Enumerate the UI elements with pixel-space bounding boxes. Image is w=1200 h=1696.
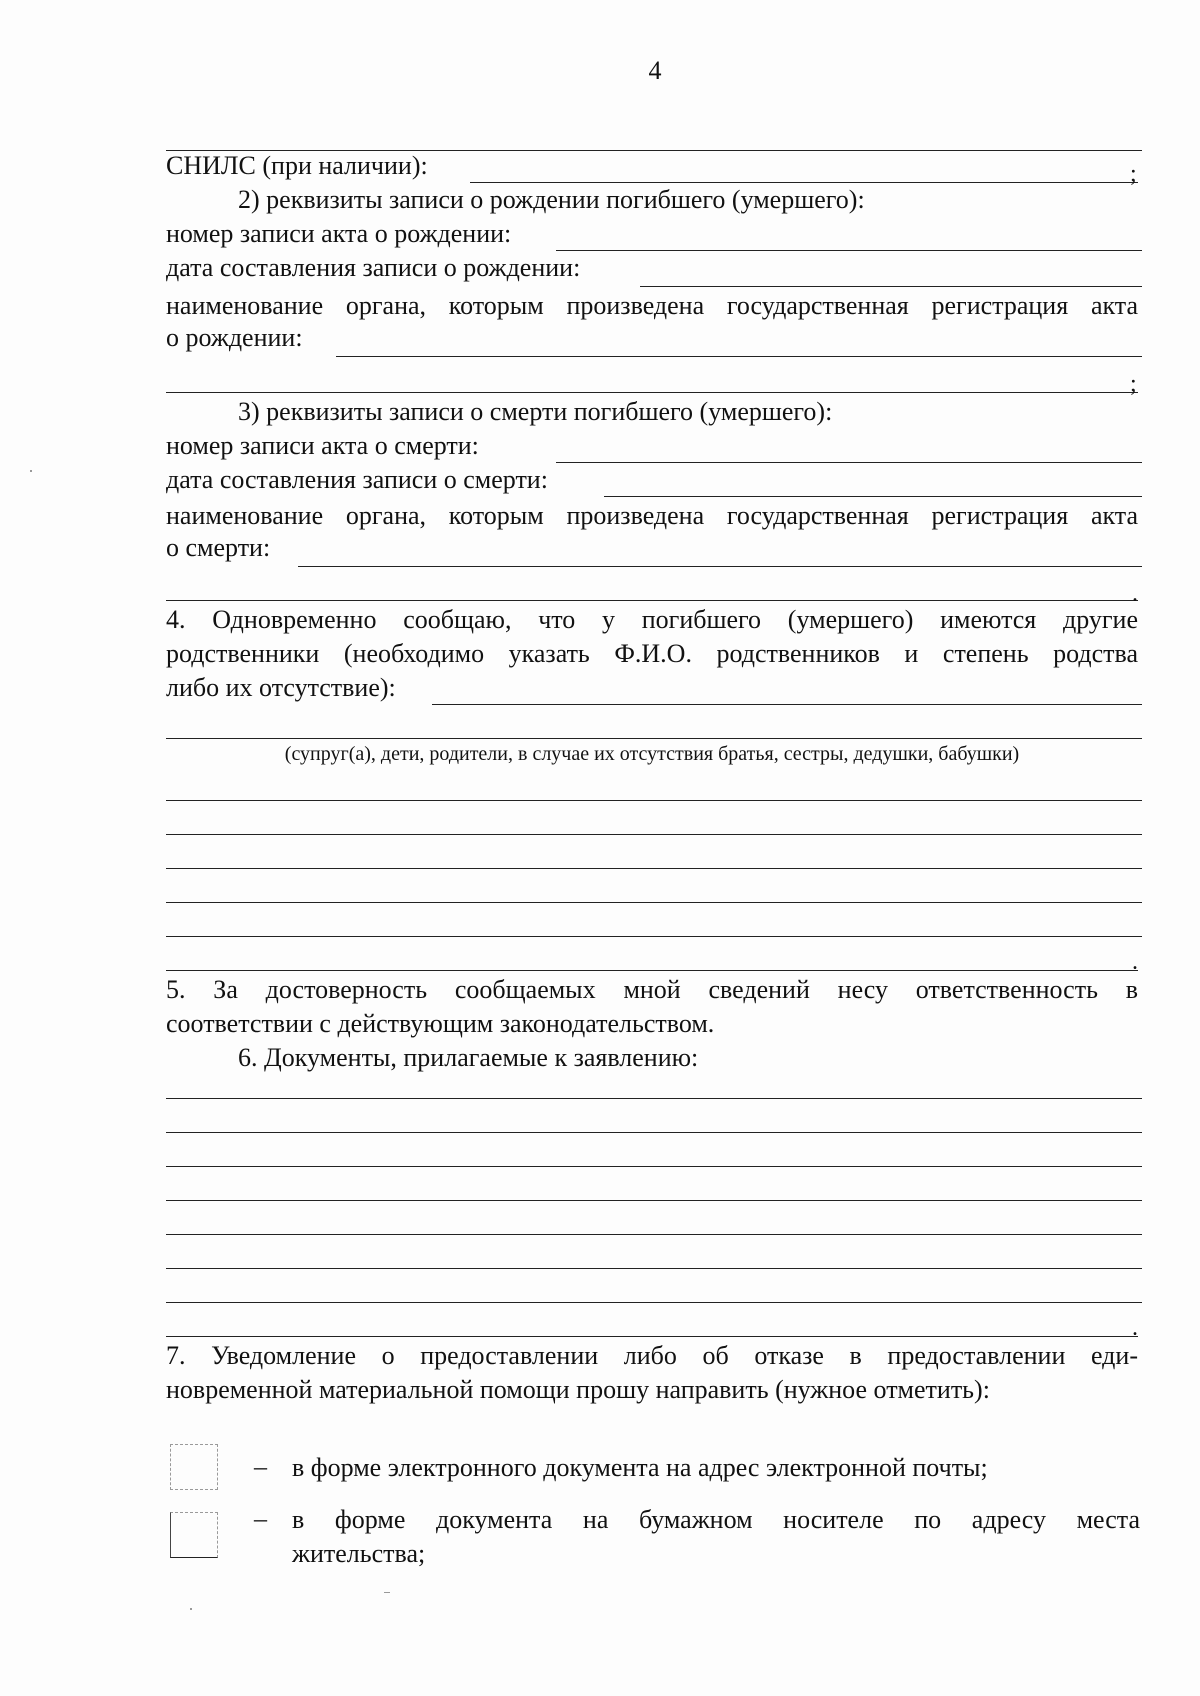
birth-authority-label: наименование органа, которым произведена государственная регистрация акта <box>166 291 1138 320</box>
scan-speck <box>384 1592 390 1593</box>
scan-speck <box>30 470 32 472</box>
option-paper-label-cont: жительства; <box>292 1539 426 1568</box>
documents-line[interactable] <box>166 1234 1142 1235</box>
death-authority-field[interactable] <box>298 566 1142 567</box>
death-authority-field-2[interactable] <box>166 600 1138 601</box>
death-record-number-label: номер записи акта о смерти: <box>166 431 479 460</box>
section4-text-2: родственники (необходимо указать Ф.И.О. родственников и степень родства <box>166 639 1138 668</box>
death-record-date-field[interactable] <box>604 496 1142 497</box>
section5-text-2: соответствии с действующим законодательством. <box>166 1009 715 1038</box>
death-record-number-field[interactable] <box>556 462 1142 463</box>
relatives-caption: (супруг(а), дети, родители, в случае их отсутствия братья, сестры, дедушки, бабушки) <box>284 743 1020 765</box>
documents-line[interactable] <box>166 1336 1138 1337</box>
option-paper-checkbox[interactable] <box>170 1512 218 1558</box>
relatives-line[interactable] <box>166 936 1142 937</box>
relatives-line[interactable] <box>166 868 1142 869</box>
birth-record-date-label: дата составления записи о рождении: <box>166 253 581 282</box>
relatives-line[interactable] <box>166 800 1142 801</box>
documents-line[interactable] <box>166 1200 1142 1201</box>
page-number: 4 <box>648 56 662 85</box>
section3-heading: 3) реквизиты записи о смерти погибшего (умершего): <box>238 397 833 426</box>
relatives-line[interactable] <box>166 834 1142 835</box>
section2-heading: 2) реквизиты записи о рождении погибшего (умершего): <box>238 185 865 214</box>
snils-label: СНИЛС (при наличии): <box>166 151 428 180</box>
dash: – <box>254 1504 267 1533</box>
section7-text: 7. Уведомление о предоставлении либо об отказе в предоставлении еди- <box>166 1341 1138 1370</box>
option-paper-label: в форме документа на бумажном носителе по адресу места <box>292 1505 1140 1534</box>
section5-text: 5. За достоверность сообщаемых мной сведений несу ответственность в <box>166 975 1138 1004</box>
documents-line[interactable] <box>166 1098 1142 1099</box>
period: . <box>1132 949 1138 975</box>
birth-authority-field[interactable] <box>336 356 1142 357</box>
dash: – <box>254 1452 267 1481</box>
birth-authority-field-2[interactable] <box>166 392 1138 393</box>
documents-line[interactable] <box>166 1302 1142 1303</box>
documents-line[interactable] <box>166 1268 1142 1269</box>
birth-record-number-field[interactable] <box>556 250 1142 251</box>
death-authority-label: наименование органа, которым произведена государственная регистрация акта <box>166 501 1138 530</box>
scan-speck <box>190 1608 192 1610</box>
snils-field[interactable] <box>470 182 1138 183</box>
section6-heading: 6. Документы, прилагаемые к заявлению: <box>238 1043 699 1072</box>
relatives-line[interactable] <box>166 970 1138 971</box>
birth-record-number-label: номер записи акта о рождении: <box>166 219 512 248</box>
semicolon: ; <box>1130 371 1137 397</box>
documents-line[interactable] <box>166 1166 1142 1167</box>
birth-authority-label-cont: о рождении: <box>166 323 303 352</box>
section4-text: 4. Одновременно сообщаю, что у погибшего (умершего) имеются другие <box>166 605 1138 634</box>
period: . <box>1132 581 1138 607</box>
section7-text-2: новременной материальной помощи прошу направить (нужное отметить): <box>166 1375 990 1404</box>
death-record-date-label: дата составления записи о смерти: <box>166 465 548 494</box>
relatives-field[interactable] <box>432 704 1142 705</box>
relatives-field-2[interactable] <box>166 738 1142 739</box>
period: . <box>1132 1315 1138 1341</box>
option-email-checkbox[interactable] <box>170 1444 218 1490</box>
death-authority-label-cont: о смерти: <box>166 533 271 562</box>
documents-line[interactable] <box>166 1132 1142 1133</box>
relatives-line[interactable] <box>166 902 1142 903</box>
semicolon: ; <box>1130 161 1137 187</box>
section4-text-3: либо их отсутствие): <box>166 673 396 702</box>
option-email-label: в форме электронного документа на адрес электронной почты; <box>292 1453 988 1482</box>
birth-record-date-field[interactable] <box>640 286 1142 287</box>
